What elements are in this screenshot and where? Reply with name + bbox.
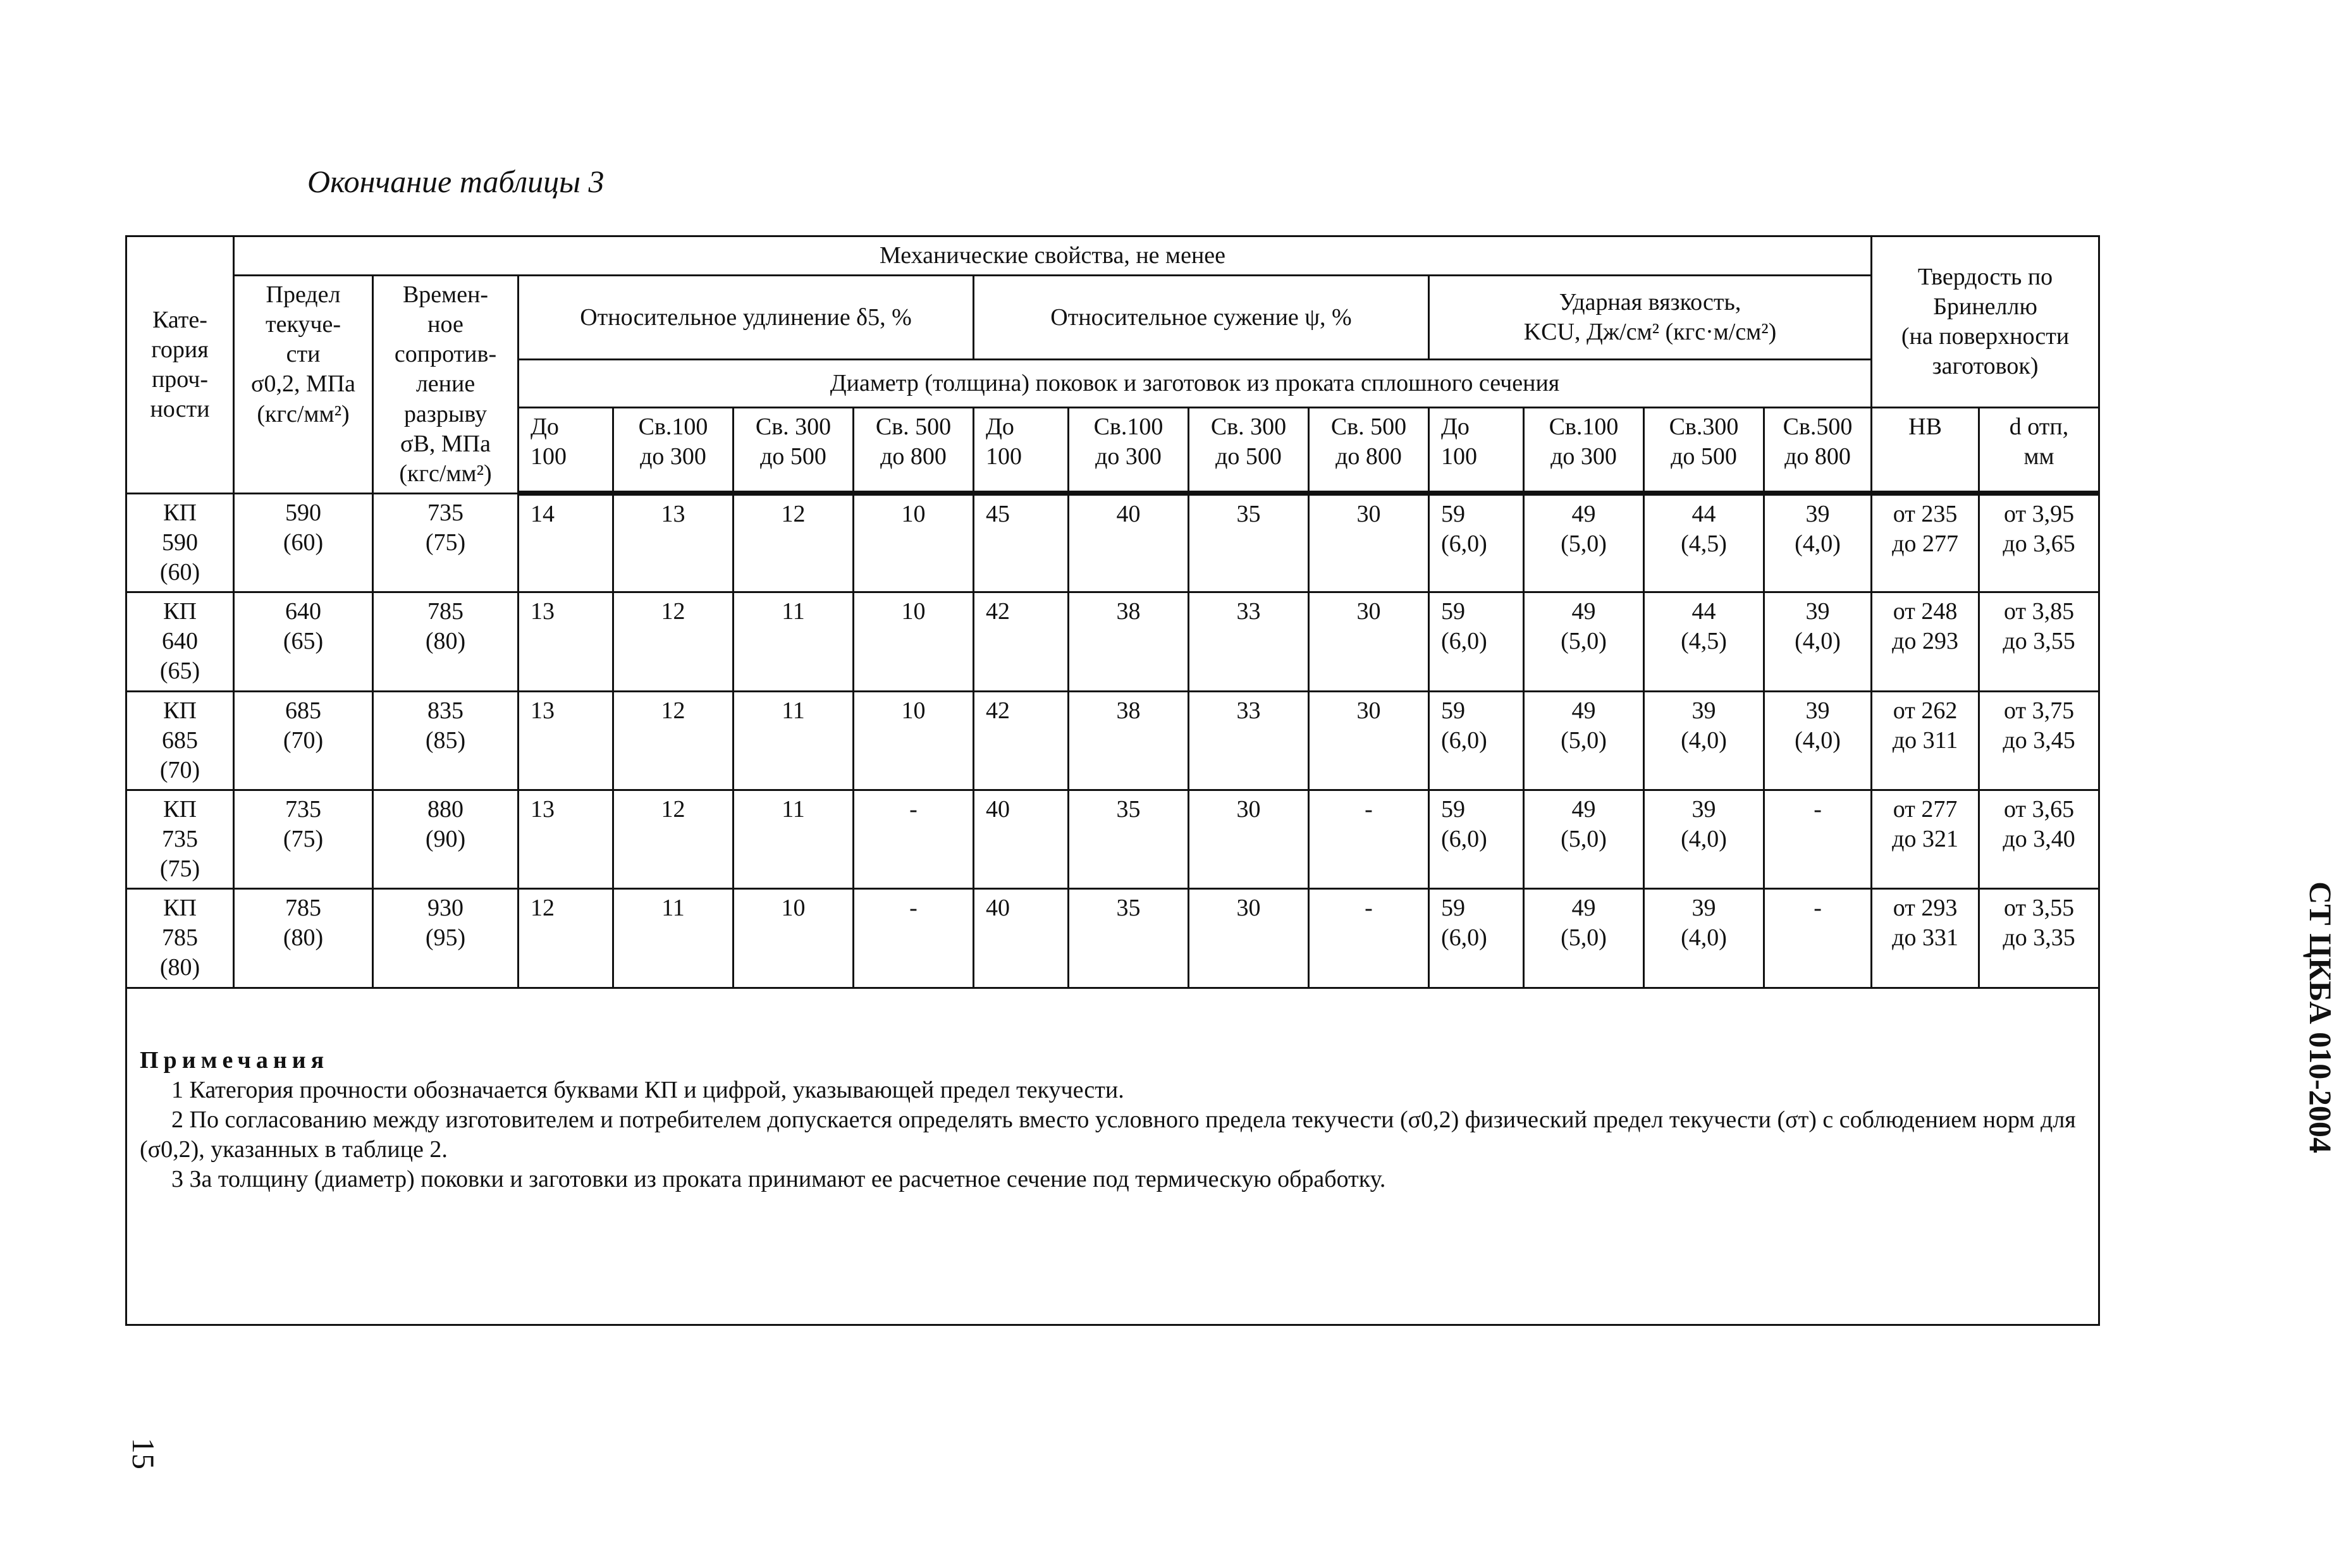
elongation-cell: -	[854, 790, 974, 888]
range-elong-3: Св. 500 до 800	[854, 407, 974, 493]
elongation-cell: 10	[854, 493, 974, 592]
category-cell: КП 685 (70)	[126, 691, 234, 790]
reduction-cell: 33	[1189, 592, 1309, 691]
impact-cell: 39 (4,0)	[1644, 889, 1764, 988]
reduction-cell: 35	[1189, 493, 1309, 592]
elongation-cell: 10	[854, 592, 974, 691]
header-diameter: Диаметр (толщина) поковок и заготовок из проката сплошного сечения	[519, 360, 1872, 408]
notes-title: Примечания	[140, 1046, 329, 1074]
tensile-cell: 785 (80)	[373, 592, 519, 691]
elongation-cell: 12	[734, 493, 854, 592]
header-tensile: Времен- ное сопротив- ление разрыву σВ, МПа (кгс/мм²)	[373, 276, 519, 494]
header-impact: Ударная вязкость, KCU, Дж/см² (кгс·м/см²)	[1429, 276, 1872, 360]
category-cell: КП 735 (75)	[126, 790, 234, 888]
reduction-cell: 30	[1309, 691, 1429, 790]
yield-cell: 640 (65)	[234, 592, 373, 691]
tensile-cell: 880 (90)	[373, 790, 519, 888]
elongation-cell: 13	[519, 691, 613, 790]
impact-cell: 59 (6,0)	[1429, 889, 1524, 988]
elongation-cell: 11	[734, 691, 854, 790]
range-elong-0: До 100	[519, 407, 613, 493]
hb-cell: от 262 до 311	[1872, 691, 1979, 790]
reduction-cell: 30	[1309, 592, 1429, 691]
elongation-cell: 13	[613, 493, 734, 592]
hb-cell: от 293 до 331	[1872, 889, 1979, 988]
notes	[126, 988, 2099, 1325]
range-reduct-1: Св.100 до 300	[1069, 407, 1189, 493]
document-code: СТ ЦКБА 010-2004	[2303, 881, 2338, 1153]
tensile-cell: 735 (75)	[373, 493, 519, 592]
yield-cell: 685 (70)	[234, 691, 373, 790]
category-cell: КП 785 (80)	[126, 889, 234, 988]
impact-cell: 59 (6,0)	[1429, 790, 1524, 888]
reduction-cell: 38	[1069, 592, 1189, 691]
range-elong-2: Св. 300 до 500	[734, 407, 854, 493]
d-otp-cell: от 3,95 до 3,65	[1979, 493, 2099, 592]
d-otp-cell: от 3,65 до 3,40	[1979, 790, 2099, 888]
reduction-cell: 42	[974, 592, 1069, 691]
yield-cell: 785 (80)	[234, 889, 373, 988]
range-impact-1: Св.100 до 300	[1524, 407, 1644, 493]
reduction-cell: 40	[974, 790, 1069, 888]
elongation-cell: 11	[734, 592, 854, 691]
note-1: 1 Категория прочности обозначается буквами КП и цифрой, указывающей предел текучести.	[171, 1076, 1124, 1103]
impact-cell: 49 (5,0)	[1524, 493, 1644, 592]
impact-cell: 49 (5,0)	[1524, 790, 1644, 888]
range-reduct-2: Св. 300 до 500	[1189, 407, 1309, 493]
header-elongation: Относительное удлинение δ5, %	[519, 276, 974, 360]
elongation-cell: 13	[519, 592, 613, 691]
range-impact-3: Св.500 до 800	[1764, 407, 1872, 493]
reduction-cell: 38	[1069, 691, 1189, 790]
elongation-cell: 12	[519, 889, 613, 988]
reduction-cell: 30	[1189, 889, 1309, 988]
elongation-cell: 11	[734, 790, 854, 888]
range-reduct-0: До 100	[974, 407, 1069, 493]
table-row	[126, 592, 2099, 691]
impact-cell: 59 (6,0)	[1429, 592, 1524, 691]
page-number: 15	[126, 1438, 161, 1469]
header-mech-props: Механические свойства, не менее	[234, 236, 1872, 276]
impact-cell: 39 (4,0)	[1764, 493, 1872, 592]
impact-cell: 44 (4,5)	[1644, 592, 1764, 691]
impact-cell: -	[1764, 790, 1872, 888]
reduction-cell: -	[1309, 790, 1429, 888]
reduction-cell: 35	[1069, 889, 1189, 988]
reduction-cell: 33	[1189, 691, 1309, 790]
note-2: 2 По согласованию между изготовителем и потребителем допускается определять вместо условного предела текучести (σ0,2) физический предел текучести (σт) с соблюдением норм для (σ0,2), указанных в таблице 2.	[140, 1106, 2076, 1163]
d-otp-cell: от 3,75 до 3,45	[1979, 691, 2099, 790]
mechanical-properties-table	[125, 235, 2100, 1326]
reduction-cell: 30	[1309, 493, 1429, 592]
hb-cell: от 277 до 321	[1872, 790, 1979, 888]
range-impact-2: Св.300 до 500	[1644, 407, 1764, 493]
impact-cell: 59 (6,0)	[1429, 493, 1524, 592]
d-otp-cell: от 3,85 до 3,55	[1979, 592, 2099, 691]
elongation-cell: 10	[854, 691, 974, 790]
yield-cell: 735 (75)	[234, 790, 373, 888]
table-row	[126, 691, 2099, 790]
range-elong-1: Св.100 до 300	[613, 407, 734, 493]
category-cell: КП 640 (65)	[126, 592, 234, 691]
impact-cell: -	[1764, 889, 1872, 988]
impact-cell: 39 (4,0)	[1764, 592, 1872, 691]
range-reduct-3: Св. 500 до 800	[1309, 407, 1429, 493]
header-hardness: Твердость по Бринеллю (на поверхности заготовок)	[1872, 236, 2099, 408]
note-3: 3 За толщину (диаметр) поковки и заготовки из проката принимают ее расчетное сечение под термическую обработку.	[171, 1165, 1386, 1192]
header-hb: HB	[1872, 407, 1979, 493]
impact-cell: 39 (4,0)	[1644, 691, 1764, 790]
elongation-cell: 12	[613, 790, 734, 888]
reduction-cell: 42	[974, 691, 1069, 790]
impact-cell: 44 (4,5)	[1644, 493, 1764, 592]
tensile-cell: 930 (95)	[373, 889, 519, 988]
range-impact-0: До 100	[1429, 407, 1524, 493]
d-otp-cell: от 3,55 до 3,35	[1979, 889, 2099, 988]
tensile-cell: 835 (85)	[373, 691, 519, 790]
reduction-cell: -	[1309, 889, 1429, 988]
reduction-cell: 45	[974, 493, 1069, 592]
elongation-cell: 12	[613, 592, 734, 691]
hb-cell: от 235 до 277	[1872, 493, 1979, 592]
impact-cell: 59 (6,0)	[1429, 691, 1524, 790]
header-d-otp: d отп, мм	[1979, 407, 2099, 493]
reduction-cell: 40	[1069, 493, 1189, 592]
elongation-cell: 10	[734, 889, 854, 988]
reduction-cell: 35	[1069, 790, 1189, 888]
table-row	[126, 790, 2099, 888]
category-cell: КП 590 (60)	[126, 493, 234, 592]
impact-cell: 49 (5,0)	[1524, 889, 1644, 988]
hb-cell: от 248 до 293	[1872, 592, 1979, 691]
header-reduction: Относительное сужение ψ, %	[974, 276, 1429, 360]
elongation-cell: 12	[613, 691, 734, 790]
table-row	[126, 889, 2099, 988]
impact-cell: 39 (4,0)	[1764, 691, 1872, 790]
reduction-cell: 30	[1189, 790, 1309, 888]
impact-cell: 39 (4,0)	[1644, 790, 1764, 888]
elongation-cell: 11	[613, 889, 734, 988]
reduction-cell: 40	[974, 889, 1069, 988]
elongation-cell: -	[854, 889, 974, 988]
impact-cell: 49 (5,0)	[1524, 691, 1644, 790]
elongation-cell: 13	[519, 790, 613, 888]
yield-cell: 590 (60)	[234, 493, 373, 592]
elongation-cell: 14	[519, 493, 613, 592]
impact-cell: 49 (5,0)	[1524, 592, 1644, 691]
table-row	[126, 493, 2099, 592]
table-caption: Окончание таблицы 3	[307, 164, 605, 199]
header-yield: Предел текуче- сти σ0,2, МПа (кгс/мм²)	[234, 276, 373, 494]
header-category: Кате- гория проч- ности	[126, 236, 234, 494]
